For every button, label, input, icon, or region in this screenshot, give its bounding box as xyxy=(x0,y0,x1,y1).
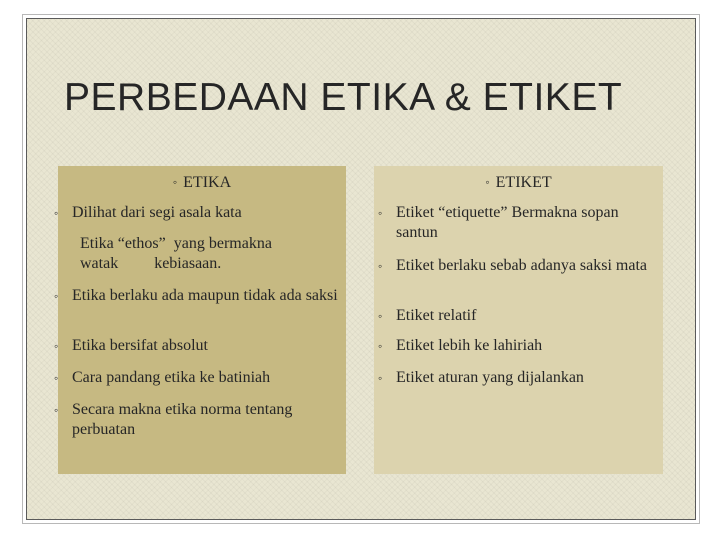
bullet-icon: ◦ xyxy=(54,339,59,353)
etika-header xyxy=(58,172,346,193)
etiket-item-2 xyxy=(378,256,661,276)
bullet-icon: ◦ xyxy=(378,206,383,220)
etiket-item-3 xyxy=(378,306,661,326)
etika-item-text: Cara pandang etika ke batiniah xyxy=(72,369,271,386)
etiket-panel xyxy=(374,166,663,474)
bullet-icon: ◦ xyxy=(54,371,59,385)
etika-subtext-line-1: Etika “ethos” yang bermakna xyxy=(80,235,272,252)
etiket-item-4 xyxy=(378,336,661,356)
slide-title: PERBEDAAN ETIKA & ETIKET xyxy=(64,76,623,119)
bullet-icon: ◦ xyxy=(378,259,383,273)
etika-item-text: Secara makna etika norma tentang perbuatan xyxy=(72,401,293,438)
etiket-item-1 xyxy=(378,203,661,243)
etika-item-3 xyxy=(54,336,339,356)
etiket-item-5 xyxy=(378,368,661,388)
etika-item-text: Dilihat dari segi asala kata xyxy=(72,204,242,221)
etika-header-label: ETIKA xyxy=(183,174,232,191)
etika-item-2 xyxy=(54,286,344,306)
etika-panel xyxy=(54,166,346,474)
bullet-icon: ◦ xyxy=(485,175,490,189)
etika-item-text: Etika berlaku ada maupun tidak ada saksi xyxy=(72,287,338,304)
etiket-item-text: Etiket relatif xyxy=(396,307,477,324)
bullet-icon: ◦ xyxy=(378,339,383,353)
bullet-icon: ◦ xyxy=(54,403,59,417)
bullet-icon: ◦ xyxy=(378,309,383,323)
etika-item-4 xyxy=(54,368,339,388)
etiket-item-text: Etiket berlaku sebab adanya saksi mata xyxy=(396,257,648,274)
bullet-icon: ◦ xyxy=(54,289,59,303)
etika-subtext-line-2: watak kebiasaan. xyxy=(80,255,222,272)
bullet-icon: ◦ xyxy=(54,206,59,220)
etika-item-1 xyxy=(54,203,339,223)
bullet-icon: ◦ xyxy=(378,371,383,385)
etiket-header-label: ETIKET xyxy=(495,174,552,191)
etika-item-text: Etika bersifat absolut xyxy=(72,337,208,354)
etiket-item-text: Etiket aturan yang dijalankan xyxy=(396,369,584,386)
etiket-item-text: Etiket lebih ke lahiriah xyxy=(396,337,543,354)
etika-item-5 xyxy=(54,400,339,440)
etiket-item-text: Etiket “etiquette” Bermakna sopan santun xyxy=(396,204,619,241)
etiket-header xyxy=(374,172,663,193)
bullet-icon: ◦ xyxy=(172,175,178,189)
